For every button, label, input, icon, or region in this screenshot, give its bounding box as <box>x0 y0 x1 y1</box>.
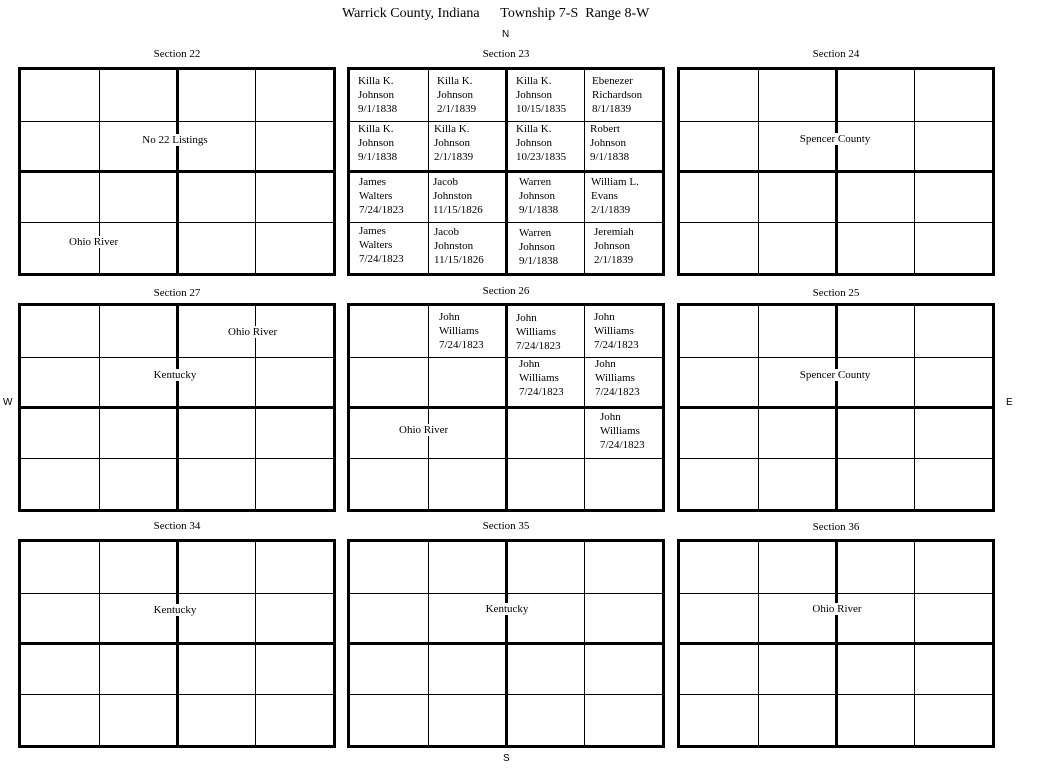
map-label: No 22 Listings <box>142 134 208 146</box>
land-entry: Warren Johnson 9/1/1838 <box>519 227 559 267</box>
section-label: Section 26 <box>482 285 530 297</box>
quarter-line <box>21 170 333 173</box>
land-entry: Killa K. Johnson 10/15/1835 <box>516 75 567 115</box>
quarter-line <box>350 642 662 645</box>
land-entry: Warren Johnson 9/1/1838 <box>519 176 559 216</box>
map-label: Kentucky <box>153 369 197 381</box>
land-entry: John Williams 7/24/1823 <box>516 312 561 352</box>
compass-south: S <box>503 753 510 764</box>
compass-west: W <box>3 397 13 408</box>
section-label: Section 25 <box>812 287 860 299</box>
quarter-line <box>21 642 333 645</box>
land-entry: William L. Evans 2/1/1839 <box>591 176 639 216</box>
compass-east: E <box>1006 397 1013 408</box>
land-entry: Killa K. Johnson 2/1/1839 <box>434 123 474 163</box>
land-entry: John Williams 7/24/1823 <box>595 358 640 398</box>
map-label: Spencer County <box>799 133 871 145</box>
land-entry: Robert Johnson 9/1/1838 <box>590 123 630 163</box>
map-label: Ohio River <box>228 326 278 338</box>
compass-north: N <box>502 29 510 40</box>
map-label: Ohio River <box>399 424 449 436</box>
section-label: Section 36 <box>812 521 860 533</box>
land-entry: James Walters 7/24/1823 <box>359 176 404 216</box>
page-title: Warrick County, Indiana Township 7-S Range 8-W <box>342 6 650 21</box>
quarter-line <box>350 170 662 173</box>
quarter-line <box>680 170 992 173</box>
section-label: Section 35 <box>482 520 530 532</box>
land-entry: Jacob Johnston 11/15/1826 <box>433 176 483 216</box>
section-label: Section 34 <box>153 520 201 532</box>
quarter-line <box>21 406 333 409</box>
land-entry: John Williams 7/24/1823 <box>519 358 564 398</box>
land-entry: John Williams 7/24/1823 <box>439 311 484 351</box>
land-entry: Killa K. Johnson 10/23/1835 <box>516 123 567 163</box>
section-label: Section 24 <box>812 48 860 60</box>
land-entry: Ebenezer Richardson 8/1/1839 <box>592 75 643 115</box>
map-label: Kentucky <box>485 603 529 615</box>
land-entry: Jacob Johnston 11/15/1826 <box>434 226 484 266</box>
quarter-line <box>350 406 662 409</box>
land-entry: Killa K. Johnson 2/1/1839 <box>437 75 477 115</box>
land-entry: John Williams 7/24/1823 <box>594 311 639 351</box>
land-entry: Killa K. Johnson 9/1/1838 <box>358 75 398 115</box>
quarter-line <box>680 642 992 645</box>
land-entry: James Walters 7/24/1823 <box>359 225 404 265</box>
land-entry: John Williams 7/24/1823 <box>600 411 645 451</box>
map-label: Ohio River <box>812 603 862 615</box>
land-entry: Killa K. Johnson 9/1/1838 <box>358 123 398 163</box>
section-label: Section 27 <box>153 287 201 299</box>
section-label: Section 23 <box>482 48 530 60</box>
section-label: Section 22 <box>153 48 201 60</box>
map-label: Kentucky <box>153 604 197 616</box>
quarter-line <box>680 406 992 409</box>
map-label: Spencer County <box>799 369 871 381</box>
map-label: Ohio River <box>69 236 119 248</box>
land-entry: Jeremiah Johnson 2/1/1839 <box>594 226 634 266</box>
